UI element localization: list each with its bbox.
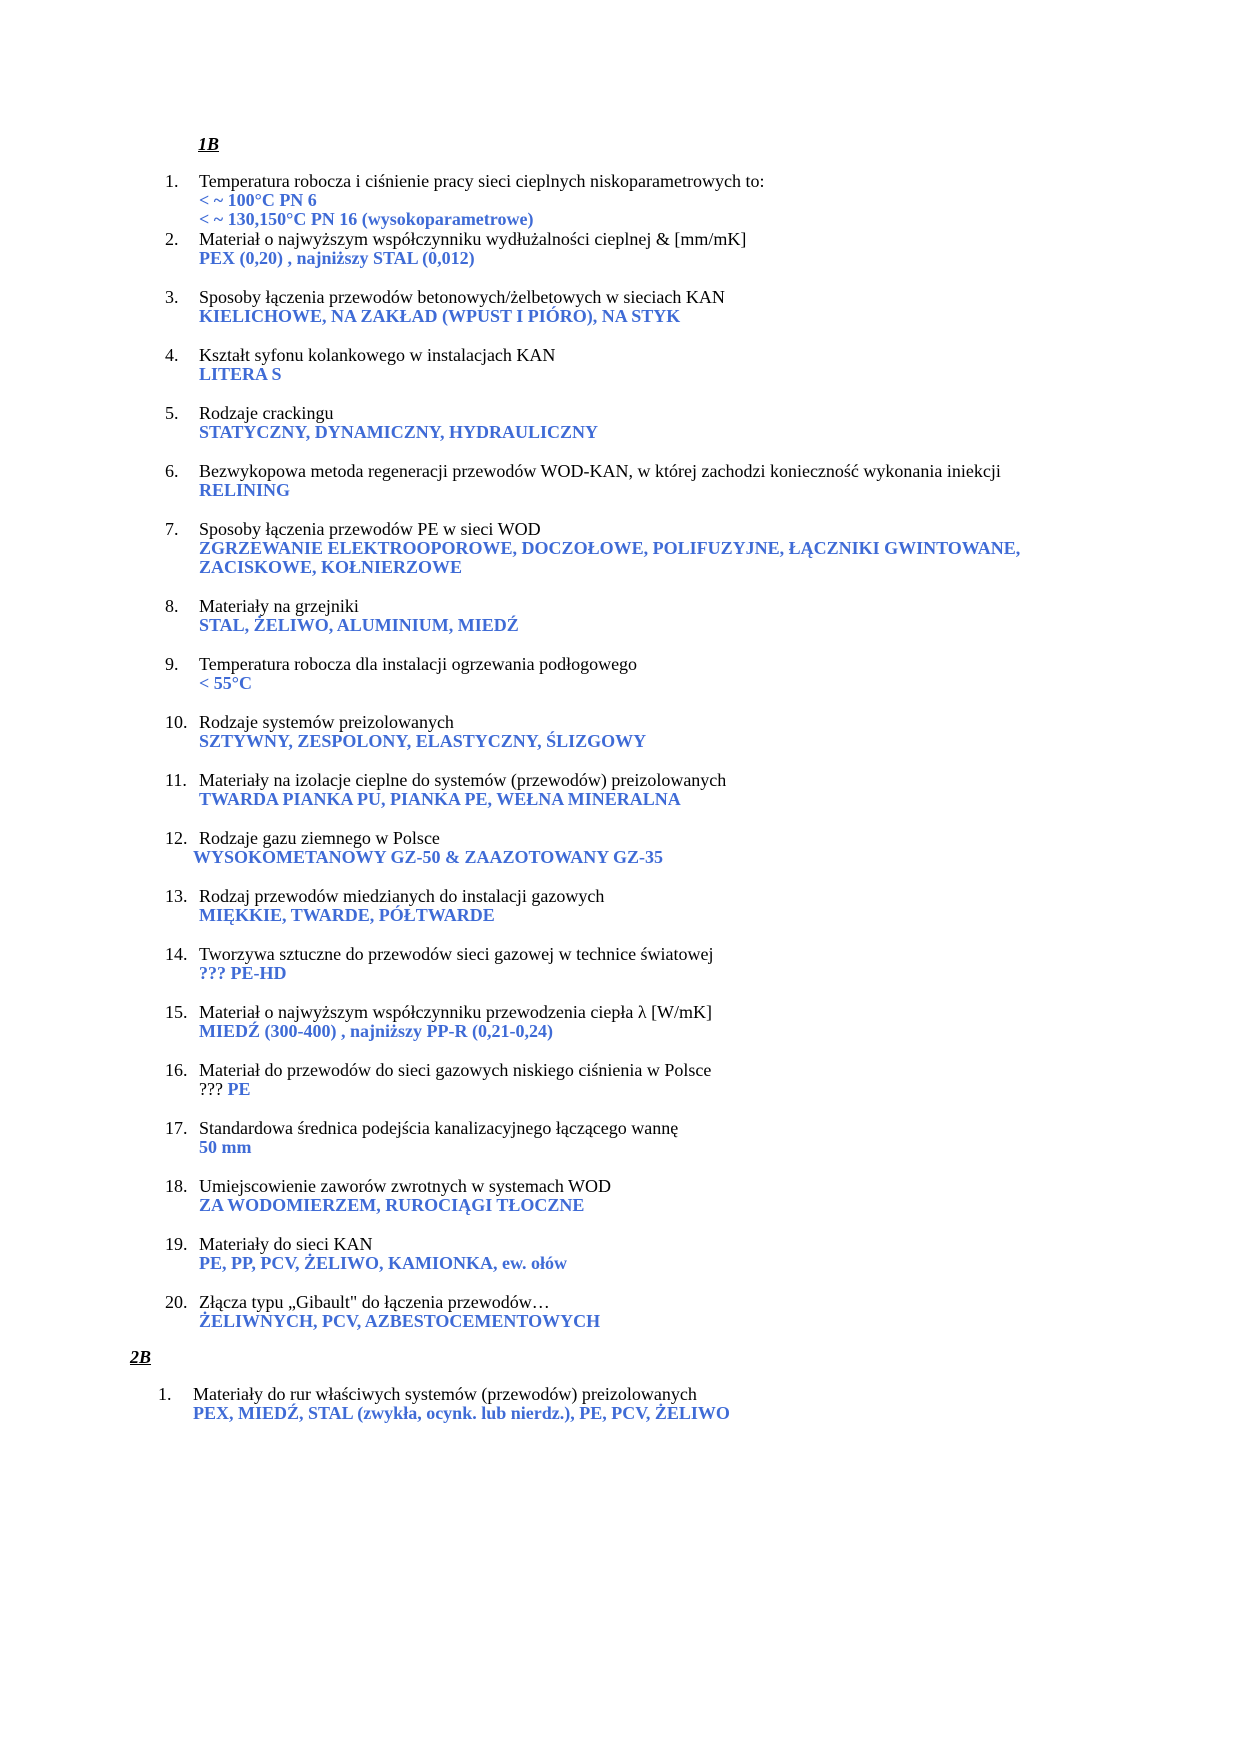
answer-text: ZACISKOWE, KOŁNIERZOWE <box>199 557 463 577</box>
answer-line <box>199 730 646 752</box>
answer-text: MIĘKKIE, TWARDE, PÓŁTWARDE <box>199 905 495 925</box>
answer-text: RELINING <box>199 480 291 500</box>
question-text: Rodzaj przewodów miedzianych do instalacji gazowych <box>199 886 605 906</box>
question-number: 1. <box>158 1384 172 1404</box>
answer-line <box>199 614 519 636</box>
answer-text: PE <box>227 1079 251 1099</box>
question-text: Materiał do przewodów do sieci gazowych niskiego ciśnienia w Polsce <box>199 1060 712 1080</box>
answer-text: MIEDŹ (300-400) , najniższy PP-R (0,21-0,24) <box>199 1021 553 1041</box>
question-text: Materiały do sieci KAN <box>199 1234 373 1254</box>
answer-line <box>199 1310 600 1332</box>
answer-text: STATYCZNY, DYNAMICZNY, HYDRAULICZNY <box>199 422 599 442</box>
answer-line <box>199 305 680 327</box>
answer-text: < ~ 100°C PN 6 <box>199 190 317 210</box>
answer-line <box>199 1078 250 1100</box>
question-text: Kształt syfonu kolankowego w instalacjach KAN <box>199 345 556 365</box>
answer-line <box>199 904 495 926</box>
question-text: Sposoby łączenia przewodów PE w sieci WOD <box>199 519 541 539</box>
question-number: 12. <box>165 828 188 848</box>
answer-text: PE, PP, PCV, ŻELIWO, KAMIONKA, ew. ołów <box>199 1253 568 1273</box>
answer-line <box>199 1136 252 1158</box>
answer-text: ZGRZEWANIE ELEKTROOPOROWE, DOCZOŁOWE, POLIFUZYJNE, ŁĄCZNIKI GWINTOWANE, <box>199 538 1021 558</box>
question-number: 13. <box>165 886 188 906</box>
question-number: 19. <box>165 1234 188 1254</box>
question-text: Materiały do rur właściwych systemów (przewodów) preizolowanych <box>193 1384 697 1404</box>
question-number: 3. <box>165 287 179 307</box>
answer-prefix: ??? <box>199 1079 223 1099</box>
question-text: Temperatura robocza i ciśnienie pracy sieci cieplnych niskoparametrowych to: <box>199 171 765 191</box>
answer-line <box>199 556 462 578</box>
answer-line <box>193 1402 730 1424</box>
question-text: Tworzywa sztuczne do przewodów sieci gazowej w technice światowej <box>199 944 714 964</box>
answer-text: SZTYWNY, ZESPOLONY, ELASTYCZNY, ŚLIZGOWY <box>199 731 647 751</box>
question-text: Bezwykopowa metoda regeneracji przewodów WOD-KAN, w której zachodzi konieczność wykonania iniekcji <box>199 461 1001 481</box>
section-heading: 1B <box>198 134 220 154</box>
question-number: 20. <box>165 1292 188 1312</box>
answer-text: PEX, MIEDŹ, STAL (zwykła, ocynk. lub nierdz.), PE, PCV, ŻELIWO <box>193 1403 730 1423</box>
question-text: Rodzaje gazu ziemnego w Polsce <box>199 828 440 848</box>
question-number: 11. <box>165 770 187 790</box>
question-number: 8. <box>165 596 179 616</box>
question-text: Standardowa średnica podejścia kanalizacyjnego łączącego wannę <box>199 1118 679 1138</box>
question-number: 15. <box>165 1002 188 1022</box>
question-text: Temperatura robocza dla instalacji ogrzewania podłogowego <box>199 654 638 674</box>
question-text: Materiał o najwyższym współczynniku przewodzenia ciepła λ [W/mK] <box>199 1002 713 1022</box>
answer-text: 50 mm <box>199 1137 252 1157</box>
answer-text: ZA WODOMIERZEM, RUROCIĄGI TŁOCZNE <box>199 1195 585 1215</box>
answer-line <box>199 421 598 443</box>
question-text: Umiejscowienie zaworów zwrotnych w systemach WOD <box>199 1176 612 1196</box>
answer-line <box>199 1020 553 1042</box>
question-number: 9. <box>165 654 179 674</box>
question-number: 7. <box>165 519 179 539</box>
answer-text: PEX (0,20) , najniższy STAL (0,012) <box>199 248 475 268</box>
question-number: 10. <box>165 712 188 732</box>
question-number: 16. <box>165 1060 188 1080</box>
answer-line <box>193 846 663 868</box>
question-number: 5. <box>165 403 179 423</box>
question-text: Materiał o najwyższym współczynniku wydłużalności cieplnej & [mm/mK] <box>199 229 747 249</box>
answer-text: STAL, ŻELIWO, ALUMINIUM, MIEDŹ <box>199 615 519 635</box>
question-text: Sposoby łączenia przewodów betonowych/żelbetowych w sieciach KAN <box>199 287 725 307</box>
question-number: 17. <box>165 1118 188 1138</box>
question-text: Rodzaje crackingu <box>199 403 334 423</box>
question-text: Materiały na grzejniki <box>199 596 359 616</box>
answer-line <box>199 363 282 385</box>
question-text: Rodzaje systemów preizolowanych <box>199 712 454 732</box>
answer-line <box>199 208 533 230</box>
answer-text: ŻELIWNYCH, PCV, AZBESTOCEMENTOWYCH <box>199 1311 601 1331</box>
answer-line <box>199 479 290 501</box>
question-number: 6. <box>165 461 179 481</box>
answer-text: KIELICHOWE, NA ZAKŁAD (WPUST I PIÓRO), NA STYK <box>199 306 681 326</box>
section-heading: 2B <box>130 1347 152 1367</box>
answer-line <box>199 962 287 984</box>
answer-line <box>199 1194 584 1216</box>
answer-text: < ~ 130,150°C PN 16 (wysokoparametrowe) <box>199 209 534 229</box>
question-number: 14. <box>165 944 188 964</box>
question-text: Materiały na izolacje cieplne do systemów (przewodów) preizolowanych <box>199 770 727 790</box>
answer-text: < 55°C <box>199 673 252 693</box>
answer-line <box>199 247 475 269</box>
answer-line <box>199 1252 567 1274</box>
answer-line <box>199 672 252 694</box>
question-text: Złącza typu „Gibault" do łączenia przewodów… <box>199 1292 550 1312</box>
question-number: 2. <box>165 229 179 249</box>
answer-line <box>199 788 681 810</box>
question-number: 4. <box>165 345 179 365</box>
question-number: 1. <box>165 171 179 191</box>
answer-text: ??? PE-HD <box>199 963 287 983</box>
answer-text: LITERA S <box>199 364 282 384</box>
answer-text: TWARDA PIANKA PU, PIANKA PE, WEŁNA MINERALNA <box>199 789 681 809</box>
answer-text: WYSOKOMETANOWY GZ-50 & ZAAZOTOWANY GZ-35 <box>193 847 664 867</box>
question-number: 18. <box>165 1176 188 1196</box>
